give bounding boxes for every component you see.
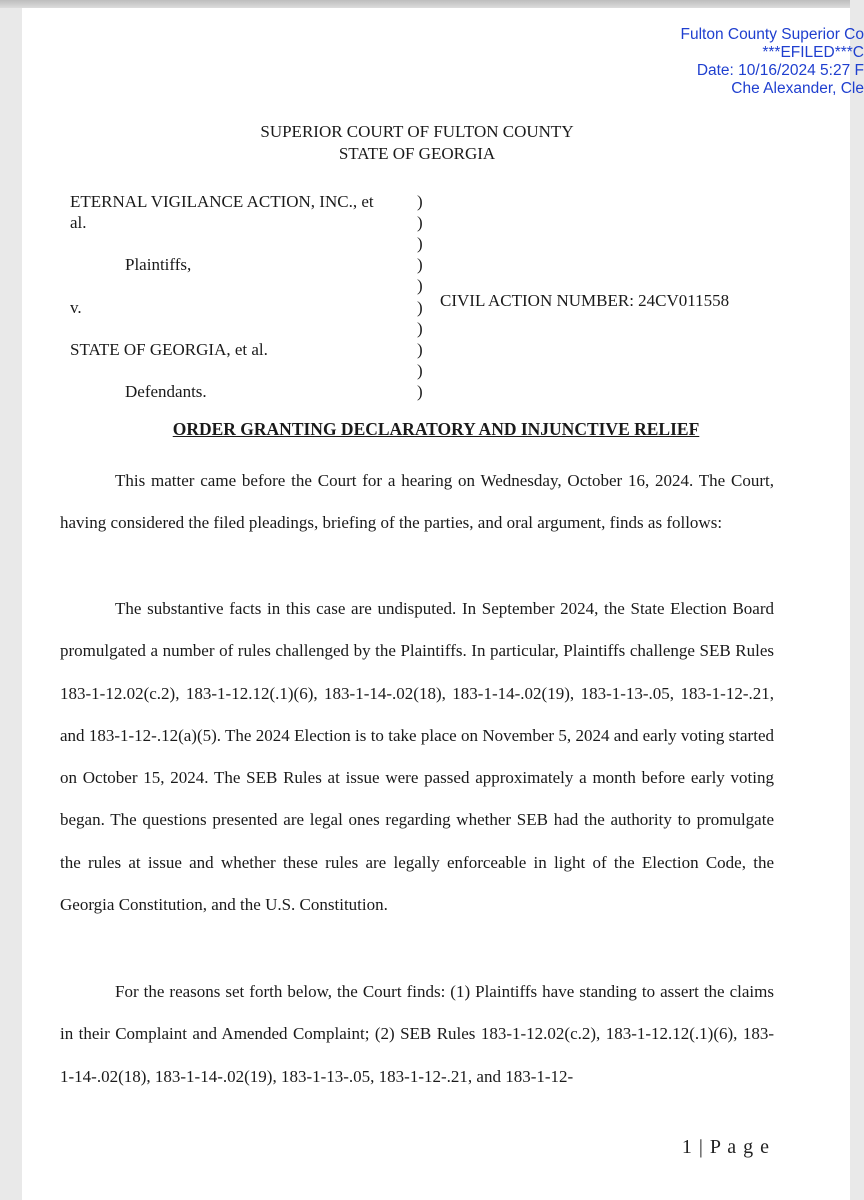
paragraph-text: This matter came before the Court for a hearing on Wednesday, October 16, 2024. The Court, having considered the filed pleadings, briefing of the parties, and oral argument, finds as follows: <box>60 471 774 533</box>
paragraph-text: The substantive facts in this case are undisputed. In September 2024, the State Election Board promulgated a number of rules challenged by the Plaintiffs. In particular, Plaintiffs challenge SEB Rules 183-1-12.02(c.2), 183-1-12.12(.1)(6), 183-1-14-.02(18), 183-1-14-.02(19), 183-1-13-.05, 183-1-12-.21, and 183-1-12-.12(a)(5). The 2024 Election is to take place on November 5, 2024 and early voting started on October 15, 2024. The SEB Rules at issue were passed approximately a month before early voting began. The questions presented are legal ones regarding whether SEB had the authority to promulgate the rules at issue and whether these rules are legally enforceable in light of the Election Code, the Georgia Constitution, and the U.S. Constitution. <box>60 599 774 915</box>
efile-stamp-line: Che Alexander, Cle <box>731 80 864 97</box>
caption-parenthesis: ) <box>417 382 423 401</box>
court-state: STATE OF GEORGIA <box>338 144 496 163</box>
document-page <box>22 8 864 1200</box>
caption-parenthesis: ) <box>417 234 423 253</box>
order-title: ORDER GRANTING DECLARATORY AND INJUNCTIVE RELIEF <box>172 419 700 439</box>
defendants-label: Defendants. <box>125 382 207 401</box>
versus-label: v. <box>70 298 82 317</box>
plaintiff-name-line2: al. <box>70 213 87 232</box>
paragraph-findings <box>60 971 774 1098</box>
caption-parenthesis: ) <box>417 340 423 359</box>
plaintiff-name-line1: ETERNAL VIGILANCE ACTION, INC., et <box>70 192 374 211</box>
efile-stamp-line: ***EFILED***C <box>762 44 864 61</box>
viewer-top-bar <box>0 0 850 8</box>
caption-parenthesis: ) <box>417 298 423 317</box>
efile-stamp <box>590 26 864 98</box>
paragraph-facts <box>60 588 774 926</box>
caption-parenthesis: ) <box>417 361 423 380</box>
civil-action-number: CIVIL ACTION NUMBER: 24CV011558 <box>440 291 730 310</box>
plaintiffs-label: Plaintiffs, <box>125 255 192 274</box>
caption-parenthesis: ) <box>417 213 423 232</box>
efile-stamp-line: Date: 10/16/2024 5:27 F <box>696 62 864 79</box>
caption-parenthesis: ) <box>417 255 423 274</box>
efile-stamp-line: Fulton County Superior Co <box>680 26 864 43</box>
caption-parenthesis: ) <box>417 276 423 295</box>
defendant-name: STATE OF GEORGIA, et al. <box>70 340 268 359</box>
paragraph-hearing <box>60 460 774 545</box>
court-name: SUPERIOR COURT OF FULTON COUNTY <box>260 122 574 141</box>
page-number: 1 | P a g e <box>681 1136 770 1158</box>
caption-parenthesis: ) <box>417 192 423 211</box>
paragraph-text: For the reasons set forth below, the Court finds: (1) Plaintiffs have standing to assert the claims in their Complaint and Amended Complaint; (2) SEB Rules 183-1-12.02(c.2), 183-1-12.12(.1)(6), 183-1-14-.02(18), 183-1-14-.02(19), 183-1-13-.05, 183-1-12-.21, and 183-1-12- <box>60 982 774 1086</box>
caption-parenthesis: ) <box>417 319 423 338</box>
